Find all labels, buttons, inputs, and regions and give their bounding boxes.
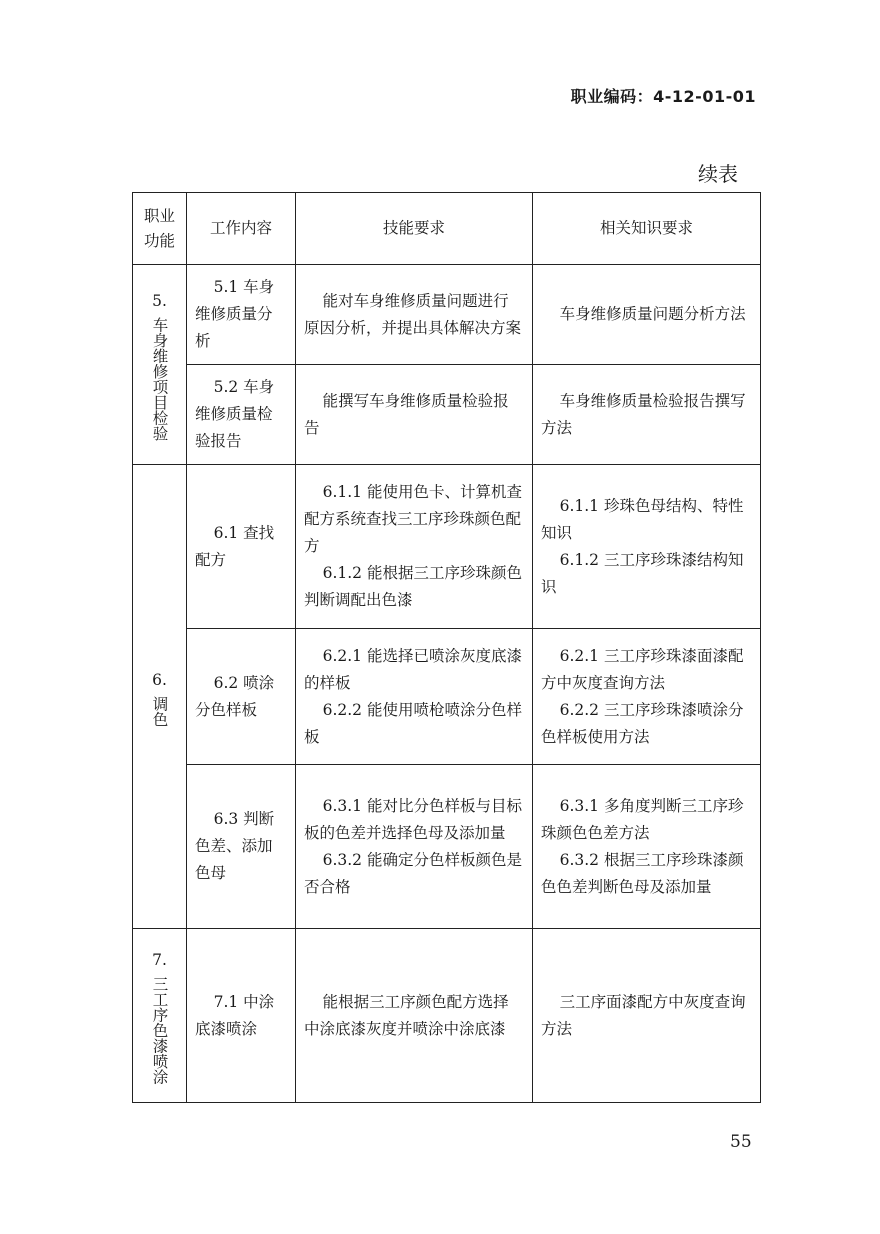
table-row [133, 365, 761, 465]
skills-cell: 6.3.1 能对比分色样板与目标板的色差并选择色母及添加量 6.3.2 能确定分色样板颜色是否合格 [296, 765, 533, 929]
header-skills: 技能要求 [296, 193, 533, 265]
work-content-cell: 6.1 查找配方 [187, 465, 296, 629]
skills-cell: 6.2.1 能选择已喷涂灰度底漆的样板 6.2.2 能使用喷枪喷涂分色样板 [296, 629, 533, 765]
skills-cell: 能根据三工序颜色配方选择中涂底漆灰度并喷涂中涂底漆 [296, 929, 533, 1103]
function-cell: 5. 车身维修项目检验 [133, 265, 187, 465]
header-function: 职业 功能 [133, 193, 187, 265]
work-content-cell: 6.3 判断色差、添加色母 [187, 765, 296, 929]
table-row [133, 465, 761, 629]
knowledge-cell: 6.1.1 珍珠色母结构、特性知识 6.1.2 三工序珍珠漆结构知识 [533, 465, 761, 629]
knowledge-cell: 6.3.1 多角度判断三工序珍珠颜色色差方法 6.3.2 根据三工序珍珠漆颜色色差判断色母及添加量 [533, 765, 761, 929]
continued-label: 续表 [698, 162, 738, 186]
skills-cell: 能撰写车身维修质量检验报告 [296, 365, 533, 465]
page-number: 55 [730, 1132, 752, 1152]
requirements-table [132, 192, 761, 1103]
table-row [133, 265, 761, 365]
work-content-cell: 5.1 车身维修质量分析 [187, 265, 296, 365]
knowledge-cell: 车身维修质量检验报告撰写方法 [533, 365, 761, 465]
header-knowledge: 相关知识要求 [533, 193, 761, 265]
table-row [133, 929, 761, 1103]
table-row [133, 765, 761, 929]
function-cell: 7. 三工序色漆喷涂 [133, 929, 187, 1103]
header-work-content: 工作内容 [187, 193, 296, 265]
work-content-cell: 7.1 中涂底漆喷涂 [187, 929, 296, 1103]
occupation-code: 职业编码：4-12-01-01 [570, 87, 756, 106]
skills-cell: 能对车身维修质量问题进行原因分析，并提出具体解决方案 [296, 265, 533, 365]
table-header-row [133, 193, 761, 265]
work-content-cell: 6.2 喷涂分色样板 [187, 629, 296, 765]
table-row [133, 629, 761, 765]
knowledge-cell: 车身维修质量问题分析方法 [533, 265, 761, 365]
work-content-cell: 5.2 车身维修质量检验报告 [187, 365, 296, 465]
skills-cell: 6.1.1 能使用色卡、计算机查配方系统查找三工序珍珠颜色配方 6.1.2 能根据三工序珍珠颜色判断调配出色漆 [296, 465, 533, 629]
function-cell: 6. 调色 [133, 465, 187, 929]
knowledge-cell: 三工序面漆配方中灰度查询方法 [533, 929, 761, 1103]
knowledge-cell: 6.2.1 三工序珍珠漆面漆配方中灰度查询方法 6.2.2 三工序珍珠漆喷涂分色样板使用方法 [533, 629, 761, 765]
